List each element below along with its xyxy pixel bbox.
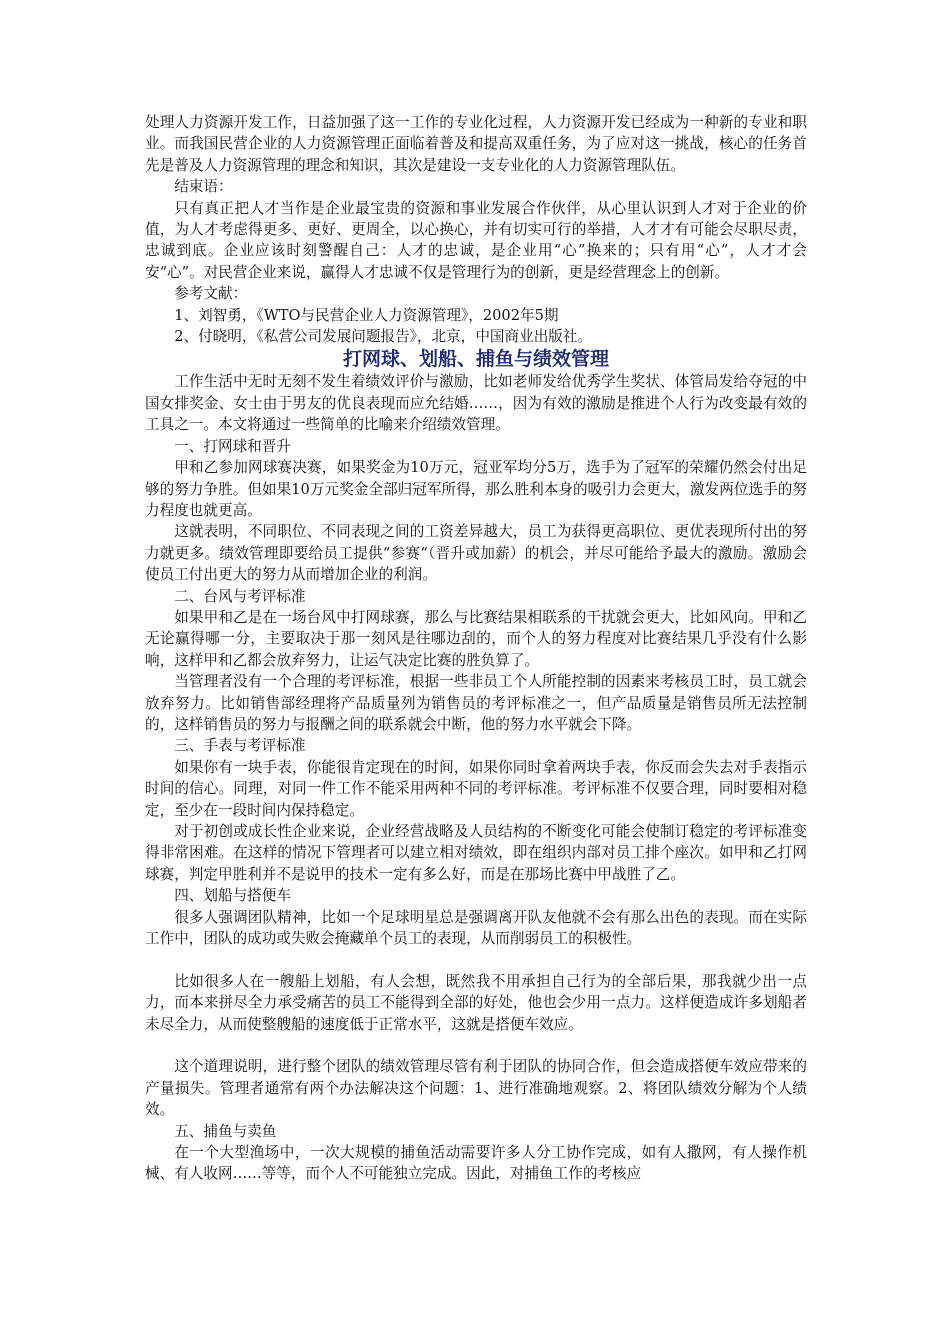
document-page [145,112,807,1185]
article-title: 打网球、划船、捕鱼与绩效管理 [342,348,609,371]
body-paragraph: 当管理者没有一个合理的考评标准，根据一些非员工个人所能控制的因素来考核员工时，员工就会放弃努力。比如销售部经理将产品质量列为销售员的考评标准之一，但产品质量是销售员所无法控制的，这样销售员的努力与报酬之间的联系就会中断，他的努力水平就会下降。 [145,673,807,733]
body-paragraph: 很多人强调团队精神，比如一个足球明星总是强调离开队友他就不会有那么出色的表现。而在实际工作中，团队的成功或失败会掩藏单个员工的表现，从而削弱员工的积极性。 [145,908,807,948]
body-paragraph: 甲和乙参加网球赛决赛，如果奖金为10万元，冠亚军均分5万，选手为了冠军的荣耀仍然会付出足够的努力争胜。但如果10万元奖金全部归冠军所得，那么胜利本身的吸引力会更大，激发两位选手的努力程度也就更高。 [145,459,807,519]
body-paragraph: 对于初创或成长性企业来说，企业经营战略及人员结构的不断变化可能会使制订稳定的考评标准变得非常困难。在这样的情况下管理者可以建立相对绩效，即在组织内部对员工排个座次。如甲和乙打网球赛，判定甲胜利并不是说甲的技术一定有多么好，而是在那场比赛中甲战胜了乙。 [145,823,807,883]
body-paragraph: 如果你有一块手表，你能很肯定现在的时间，如果你同时拿着两块手表，你反而会失去对手表指示时间的信心。同理，对同一件工作不能采用两种不同的考评标准。考评标准不仅要合理，同时要相对稳定，至少在一段时间内保持稳定。 [145,758,807,819]
body-paragraph: 这就表明，不同职位、不同表现之间的工资差异越大，员工为获得更高职位、更优表现所付出的努力就更多。绩效管理即要给员工提供“参赛“（晋升或加薪）的机会，并尽可能给予最大的激励。激励会使员工付出更大的努力从而增加企业的利润。 [145,523,807,584]
body-paragraph: 如果甲和乙是在一场台风中打网球赛，那么与比赛结果相联系的干扰就会更大，比如风向。甲和乙无论赢得哪一分，主要取决于那一刻风是往哪边刮的，而个人的努力程度对比赛结果几乎没有什么影响，这样甲和乙都会放弃努力，让运气决定比赛的胜负算了。 [145,608,807,669]
section-heading: 五、捕鱼与卖鱼 [174,1122,277,1140]
paragraph-spacer [145,949,807,970]
body-paragraph: 比如很多人在一艘船上划船，有人会想，既然我不用承担自己行为的全部后果，那我就少出一点力，而本来拼尽全力承受痛苦的员工不能得到全部的好处，他也会少用一点力。这样便造成许多划船者未尽全力，从而使整艘船的速度低于正常水平，这就是搭便车效应。 [145,972,807,1033]
reference-item: 2、付晓明，《私营公司发展问题报告》，北京，中国商业出版社。 [174,328,593,346]
section-heading: 三、手表与考评标准 [174,737,306,755]
intro-paragraph: 处理人力资源开发工作，日益加强了这一工作的专业化过程，人力资源开发已经成为一种新的专业和职业。而我国民营企业的人力资源管理正面临着普及和提高双重任务，为了应对这一挑战，核心的任务首先是普及人力资源管理的理念和知识，其次是建设一支专业化的人力资源管理队伍。 [145,114,807,174]
body-paragraph: 这个道理说明，进行整个团队的绩效管理尽管有利于团队的协同合作，但会造成搭便车效应带来的产量损失。管理者通常有两个办法解决这个问题：1、进行准确地观察。2、将团队绩效分解为个人绩效。 [145,1058,807,1119]
references-heading: 参考文献： [174,285,248,303]
paragraph-spacer [145,1035,807,1056]
reference-item: 1、刘智勇，《WTO与民营企业人力资源管理》，2002年5期 [174,306,559,324]
conclusion-heading: 结束语： [174,178,233,196]
article-intro: 工作生活中无时无刻不发生着绩效评价与激励，比如老师发给优秀学生奖状、体管局发给夺冠的中国女排奖金、女士由于男友的优良表现而应允结婚……，因为有效的激励是推进个人行为改变最有效的工具之一。本文将通过一些简单的比喻来介绍绩效管理。 [145,373,807,434]
conclusion-paragraph: 只有真正把人才当作是企业最宝贵的资源和事业发展合作伙伴，从心里认识到人才对于企业的价值，为人才考虑得更多、更好、更周全，以心换心，并有切实可行的举措，人才才有可能会尽职尽责，忠诚到底。企业应该时刻警醒自己：人才的忠诚，是企业用“心”换来的；只有用“心”，人才才会安“心”。对民营企业来说，赢得人才忠诚不仅是管理行为的创新，更是经营理念上的创新。 [145,199,807,281]
section-heading: 一、打网球和晋升 [174,437,291,455]
section-heading: 二、台风与考评标准 [174,587,306,605]
section-heading: 四、划船与搭便车 [174,887,291,905]
body-paragraph: 在一个大型渔场中，一次大规模的捕鱼活动需要许多人分工协作完成，如有人撒网，有人操作机械、有人收网……等等，而个人不可能独立完成。因此，对捕鱼工作的考核应 [145,1144,807,1183]
